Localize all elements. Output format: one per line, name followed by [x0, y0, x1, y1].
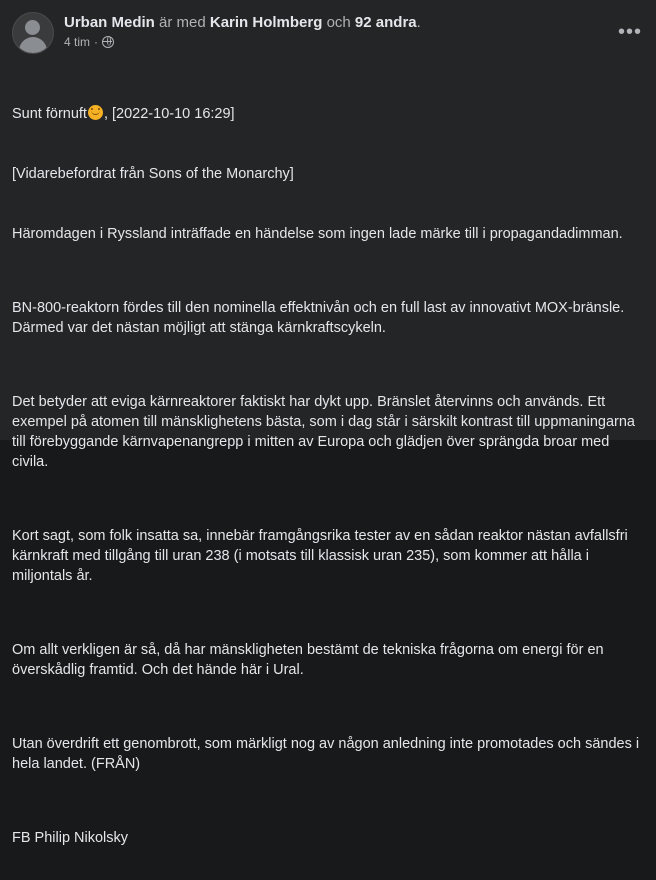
avatar-head-shape — [25, 20, 40, 35]
more-options-button[interactable]: ••• — [617, 20, 642, 43]
globe-icon[interactable] — [102, 36, 114, 48]
post-attribution-line — [64, 13, 644, 32]
post-paragraph: Det betyder att eviga kärnreaktorer faktiskt har dykt upp. Bränslet återvinns och används. Ett exempel på atomen till mänsklighetens bästa, som i dag står i särskilt kontrast till uppmaningarna till förebyggande kärnvapenangrepp i mitten av Europa och glädjen över sprängda broar med civila. — [12, 394, 640, 470]
attribution-period: . — [416, 14, 421, 31]
post-paragraph: Kort sagt, som folk insatta sa, innebär framgångsrika tester av en sådan reaktor nästan avfallsfri kärnkraft med tillgång till uran 238 (i motsats till klassisk uran 235), som kommer att hålla i miljontals år. — [12, 528, 632, 584]
post-paragraph: Utan överdrift ett genombrott, som märkligt nog av någon anledning inte promotades och sändes i hela landet. (FRÅN) — [12, 736, 644, 772]
post-body — [0, 54, 656, 880]
smiling-face-emoji — [88, 105, 103, 120]
avatar-body-shape — [19, 37, 47, 54]
meta-separator: · — [94, 35, 99, 49]
others-count-link[interactable]: 92 andra — [354, 14, 417, 31]
attribution-action: är med — [159, 14, 206, 31]
post-paragraph-text-0: , [2022-10-10 16:29] — [103, 106, 235, 122]
post-header — [0, 0, 656, 54]
avatar[interactable] — [12, 12, 54, 54]
tagged-person-name[interactable]: Karin Holmberg — [209, 14, 323, 31]
post-paragraph: BN-800-reaktorn fördes till den nominella effektnivån och en full last av innovativt MOX-bränsle. Därmed var det nästan möjligt att stänga kärnkraftscykeln. — [12, 300, 629, 336]
post-paragraph: Om allt verkligen är så, då har mänskligheten bestämt de tekniska frågorna om energi för en överskådlig framtid. Och det hände här i Ural. — [12, 642, 608, 678]
attribution-conjunction: och — [326, 14, 351, 31]
author-name[interactable]: Urban Medin — [64, 14, 155, 31]
post-timestamp[interactable]: 4 tim — [64, 35, 91, 49]
post-paragraph: FB Philip Nikolsky — [12, 830, 129, 846]
post-paragraph: Sunt förnuft , [2022-10-10 16:29] — [12, 106, 235, 122]
post-paragraph: [Vidarebefordrat från Sons of the Monarchy] — [12, 166, 294, 182]
post-header-text — [64, 12, 644, 49]
post-paragraph: Häromdagen i Ryssland inträffade en händelse som ingen lade märke till i propagandadimman. — [12, 226, 623, 242]
post-meta-line — [64, 35, 644, 49]
